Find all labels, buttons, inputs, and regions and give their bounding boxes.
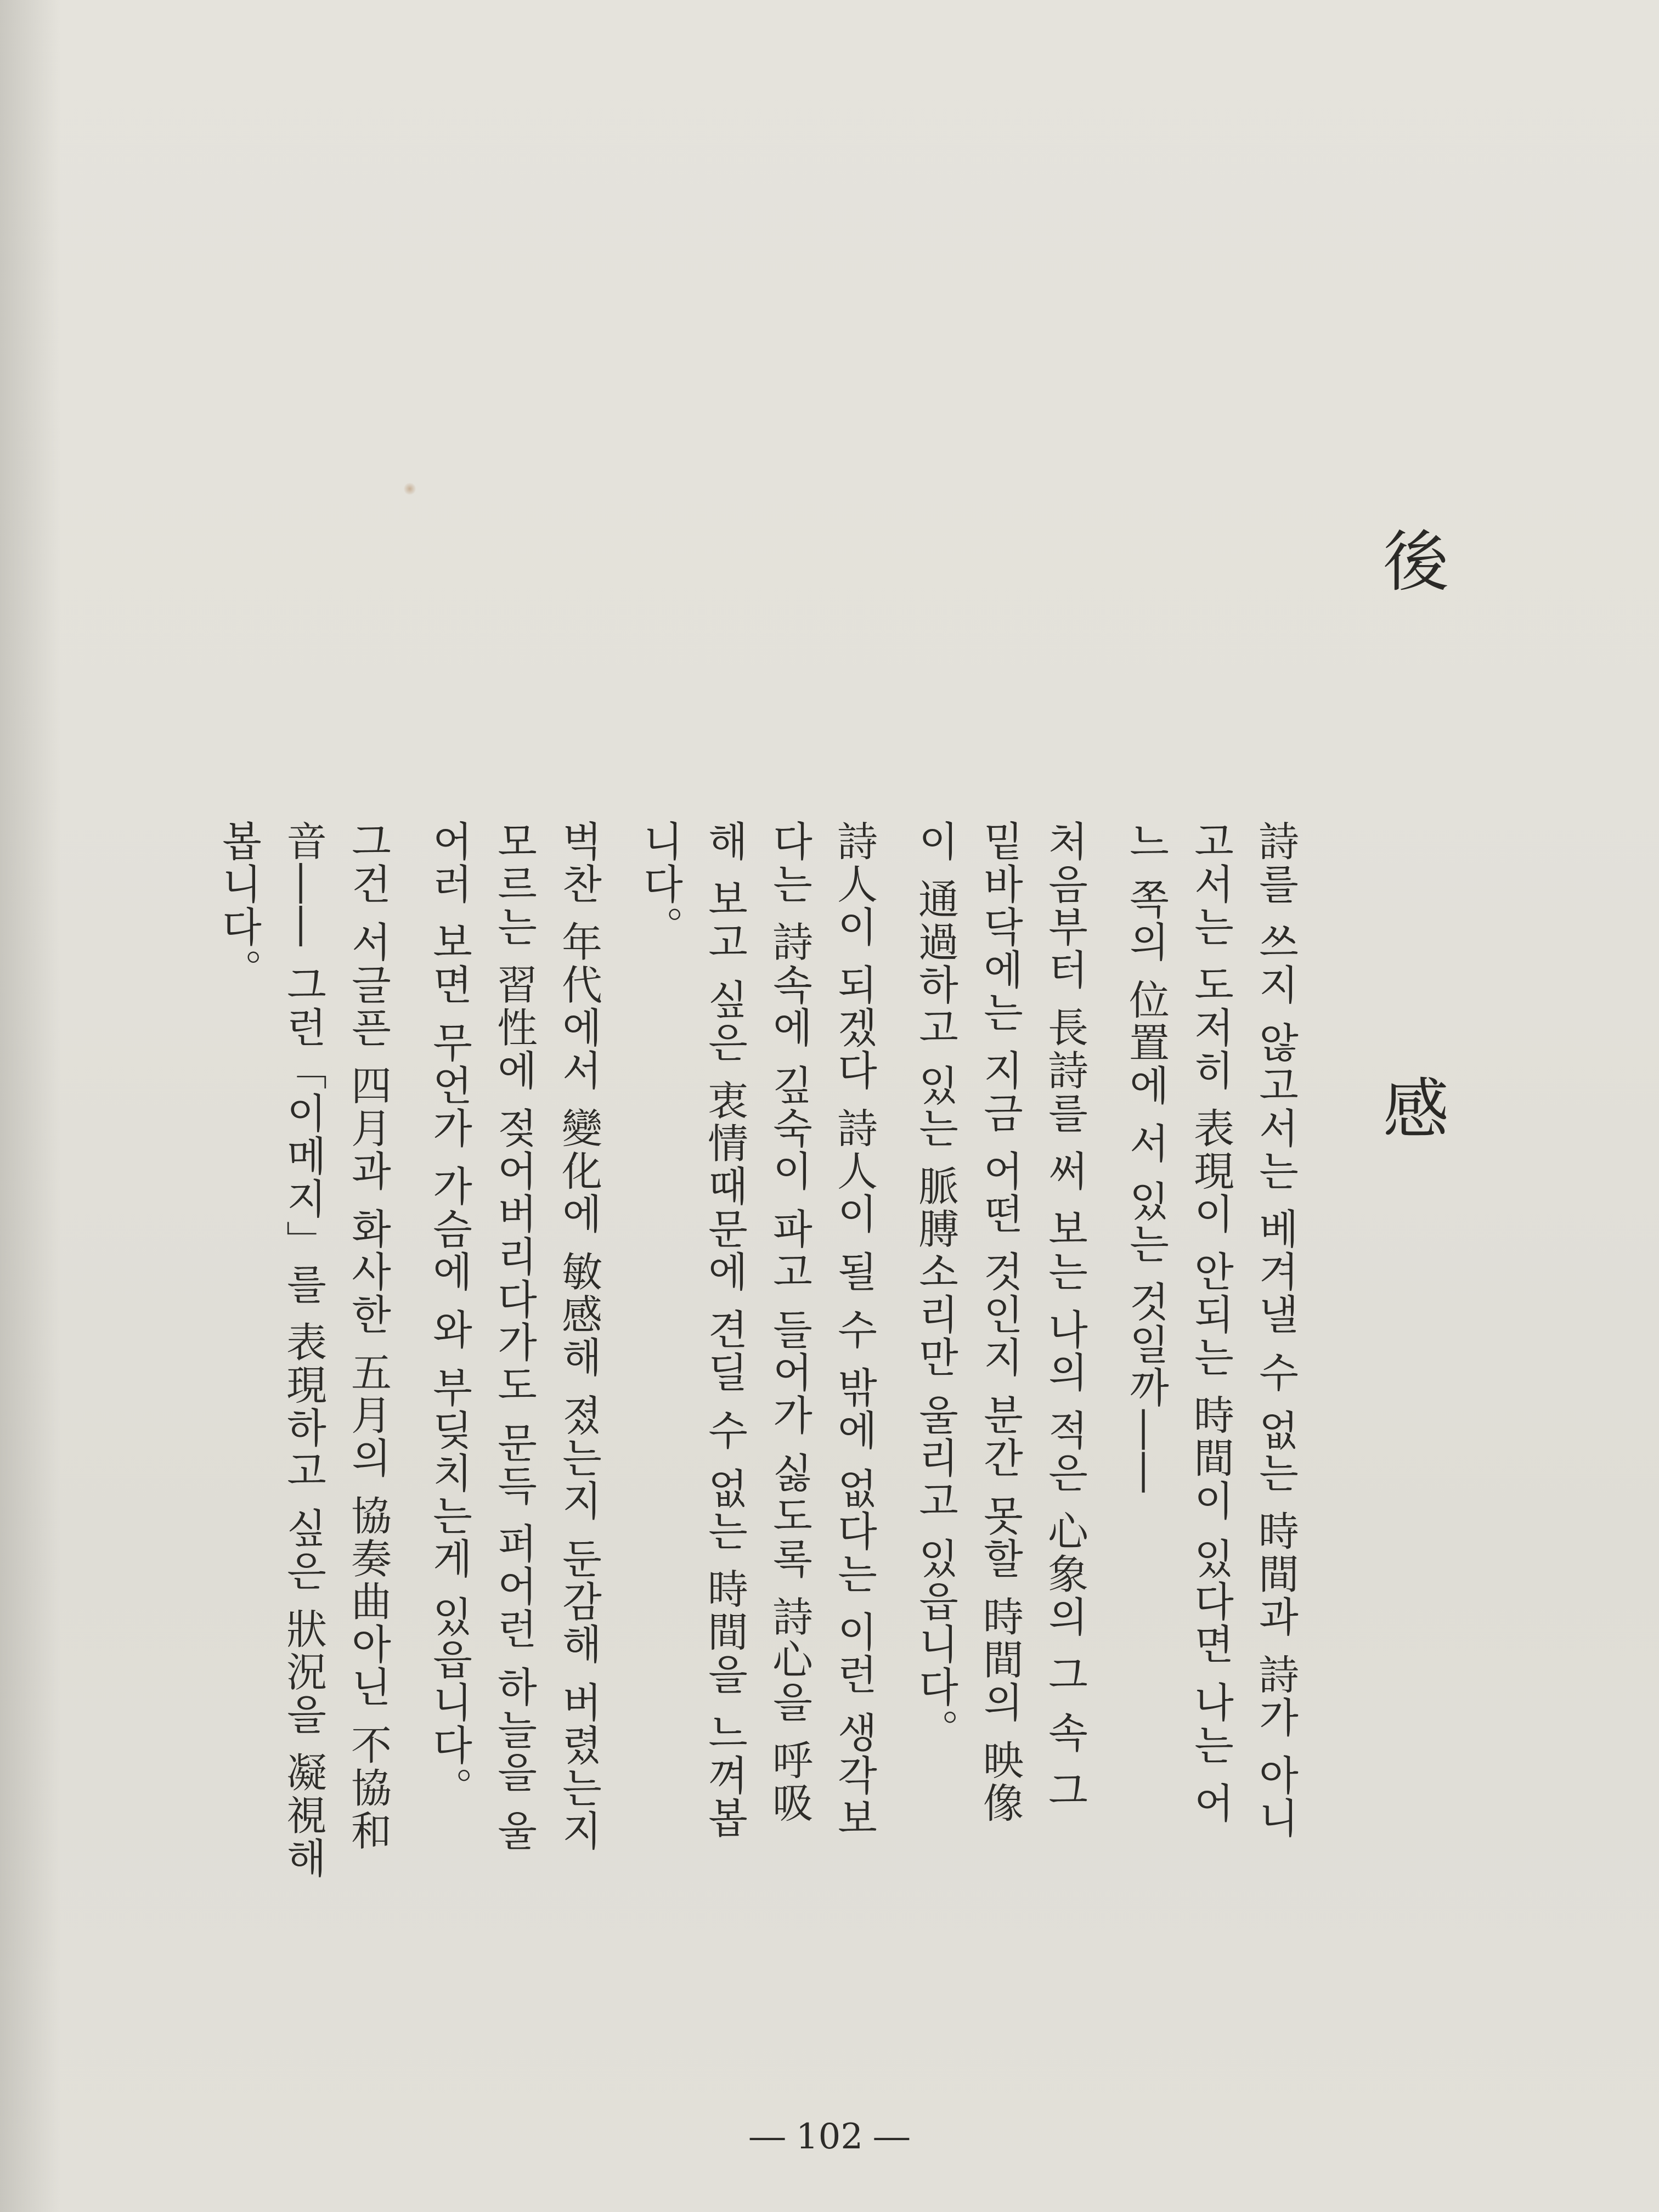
text-line: 모르는 習性에 젖어버리다가도 문득 퍼어런 하늘을 울	[490, 820, 538, 1853]
text-line: 고서는 도저히 表現이 안되는 時間이 있다면 나는 어	[1187, 820, 1234, 1825]
text-line: 音―― 그런「이메지」를 表現하고 싶은 狀況을 凝視해	[280, 820, 327, 1880]
text-line: 밑바닥에는 지금 어떤 것인지 분간 못할 時間의 映像	[977, 820, 1024, 1825]
text-line: 詩人이 되겠다 詩人이 될 수 밖에 없다는 이런 생각보	[831, 820, 878, 1840]
page-number: ― 102 ―	[749, 2117, 910, 2157]
text-line: 다는 詩속에 깊숙이 파고 들어가 싫도록 詩心을 呼吸	[766, 820, 813, 1825]
body-text	[206, 820, 1308, 1895]
paragraph-4	[417, 820, 611, 1895]
text-line: 봅니다。	[215, 820, 262, 991]
text-line: 이 通過하고 있는 脈膊소리만 울리고 있읍니다。	[912, 820, 959, 1752]
paragraph-3	[628, 820, 887, 1895]
text-line: 그건 서글픈 四月과 화사한 五月의 協奏曲아닌 不協和	[345, 820, 392, 1853]
text-line: 詩를 쓰지 않고서는 베겨낼 수 없는 時間과 詩가 아니	[1252, 820, 1299, 1840]
text-line: 벅찬 年代에서 變化에 敏感해 졌는지 둔감해 버렸는지	[555, 820, 602, 1853]
text-line: 해 보고 싶은 衷情때문에 견딜 수 없는 時間을 느껴봅	[701, 820, 748, 1840]
paragraph-2	[903, 820, 1097, 1895]
text-line: 처음부터 長詩를 써 보는 나의 적은 心象의 그 속 그	[1041, 820, 1088, 1812]
paragraph-1	[1114, 820, 1308, 1895]
text-line: 느 쪽의 位置에 서 있는 것일까――	[1122, 820, 1170, 1495]
paragraph-5	[206, 820, 400, 1895]
text-line: 어러 보면 무언가 가슴에 와 부딪치는게 있읍니다。	[426, 820, 473, 1810]
text-line: 니다。	[636, 820, 684, 949]
page-title: 後 感	[1372, 527, 1448, 1371]
